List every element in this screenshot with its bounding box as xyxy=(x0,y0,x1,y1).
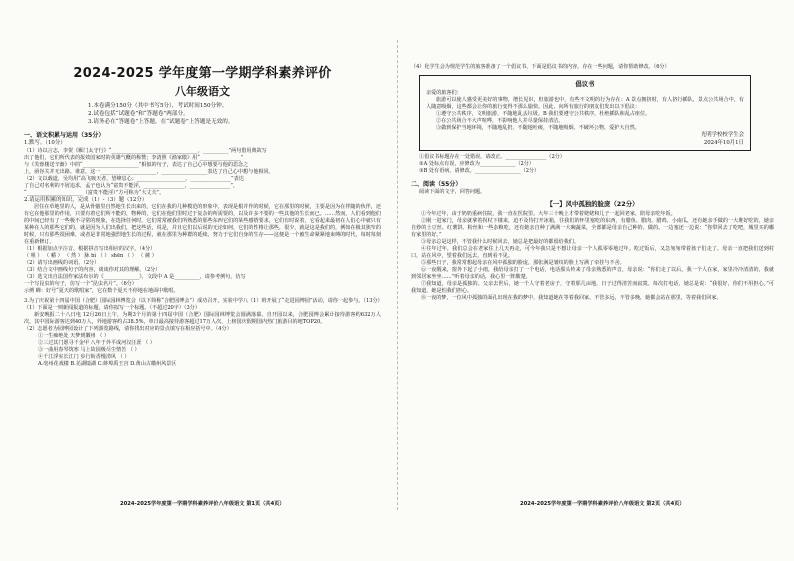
note-line: 1.本卷满分150分（其中书写5分），考试时间150分钟。 xyxy=(88,103,228,109)
proposal-box xyxy=(419,75,751,151)
question-line: 了自己对名利的不屑追求，孟子也认为“富贵不能淫，________________，________________”， xyxy=(24,182,239,189)
route-line: ③一曲用春琴筑寒 马上故园极尽尘情苦 （ ） xyxy=(38,347,140,354)
passage-paragraph: ④往年过年，我们总会在老家住上几天再走，可今年我只是不想让母亲一个人孤零零地过年。吃过饭后，又急匆匆带着孩子们走了。母亲一直把我们送到村口，站在风中，望着我们远去，直到看不见。 xyxy=(411,246,774,259)
note-line: 2.试卷包括“试题卷”和“答题卷”两部分。 xyxy=(88,111,189,117)
passage-paragraph: ①今年过年，由于奶奶重病住院，我一直在医院里。大年三十晚上才带着姥姥和儿子一起回老家，陪母亲吃年饭。 xyxy=(421,211,676,217)
proposal-date: 2024年10月1日 xyxy=(703,139,744,146)
route-line: ④千江浮室长江门 步行街香慢清风 （ ） xyxy=(38,354,130,361)
proposal-signature: 光明学校校学生会 xyxy=(700,132,744,138)
exam-notes xyxy=(24,102,381,126)
question-line: （2）请写出画线的词语。（2分） xyxy=(24,260,100,267)
question-line: （3）选文出自法国作家法布尔的《______________》，文段中 A 是__________，请参考例句，仿写 xyxy=(24,274,246,281)
passage-paragraph: ⑧一夜的梦，一位风中孤独的面孔出现在我的梦中，我知道她在等着我回家，不管多远，不管多晚，她都会站在那里，等着我们回家。 xyxy=(421,295,722,301)
question-line: “______________________（富贵不能淫）”方可称为“大丈夫”。 xyxy=(24,189,165,196)
question-line: 上，函谷关并无出路。谁意，这一______________________，__________________表达了自己心中想与他相同。 xyxy=(24,168,274,175)
passage-title: 【一】风中孤独的脸庞（22分） xyxy=(546,200,639,208)
proposal-line: ①遵守公共秩序，文明旅游，不随地乱丢垃圾。B 我们要遵守公共秩序，杜绝插队和乱占座位。 xyxy=(436,111,651,117)
route-line: ②三过其门愿寻千金甲 八年于外平成河汉汪涯 （ ） xyxy=(38,340,155,347)
question-line: （ 咀 ） （ 嚼 ） （ 然 ） 脉 bì （ ） shēn （ ） （ 蕨 ） xyxy=(24,253,157,260)
question-line: （2）文以载道，吴均用“高飞唳天者，望峰息心；___________________，________________”表达 xyxy=(24,175,244,182)
question-line: （2）志愿者为园博园设计了下列游览路线，请你找出对应的景点填写在相应括号中。（4分） xyxy=(24,326,232,333)
question-line: （3）结合文中画线句子的内容，谈谈你对其的理解，（2分） xyxy=(24,267,161,274)
passage-paragraph: ⑥一夜醒来，窗外下起了小雨，我给母亲打了一个电话，电话那头传来了母亲熟悉的声音，母亲说：“你们走了以后，我一个人在家，家里冷冷清清的，我就到邻居家坐坐……”听着母亲的话，我心里一阵酸楚。 xyxy=(411,267,774,280)
answer-options: A.亳州花戏楼 B.芜湖镜湖 C.蚌埠禹王宫 D.黄山古徽州风景区 xyxy=(38,361,177,368)
question-line: ①倡议书标题存在一处错误，请改正。________________（2分） xyxy=(419,154,565,160)
question-heading: 1.默写。（10分） xyxy=(24,140,66,146)
question-line: （1）诗以言志，李贺《雁门太守行》“__________________________________，__________”两句借用典故写 xyxy=(24,147,267,154)
question-line: 与《芙蓉楼送辛渐》中的“______________________”相似的句子，表达了自己心中想要与他的思念之 xyxy=(24,161,249,168)
left-footer: 2024-2025学年度第一学期学科素养评价八年级语文 第1页（共4页） xyxy=(120,501,285,507)
passage-paragraph: ③母亲总是这样，不管我什么时候回去，她总是把最好的都留给我们。 xyxy=(421,239,579,245)
proposal-line: ③做到保护当地环境，不随地乱扔，不随地吐痰，不随地吸烟，不破坏公物，爱护大自然。 xyxy=(436,125,640,131)
route-line: ①一生痴绝处 天梦到徽州 （ ） xyxy=(38,333,110,340)
exam-title: 2024-2025 学年度第一学期学科素养评价 xyxy=(73,66,332,81)
question-line: ②A 处标点有误，应修改为______________（2分） xyxy=(419,161,534,167)
section-heading: 二、阅读（55分） xyxy=(411,181,462,188)
question-line: 示例 蝉：好号“夏天的歌唱家”，它在数个夏天不停地在地面中歌唱。 xyxy=(24,288,179,295)
proposal-line: ②在公共场合不大声喧哗，不影响他人并尽量保持清洁。 xyxy=(436,118,564,124)
passage-paragraph: ②刚一进家门，母亲就拿着拐杖下楼来，迫不及待打开冰箱，往我们的怀里塞吃的东西，有腊鱼、腊肉、腊鸡、小南瓜，还有她亲手做的一大堆好吃的，她亲自炒的土豆丝、红薯饼、粉丝和一些杂粮吃，还有她亲自种了满满一大碗蔬菜，全部都是母亲自己种的、做的。一边塞还一边说：“你带回去了吃吧，城里买的哪有家里的好。” xyxy=(411,218,774,238)
question-heading: 3.为了庆祝第十四届中国（合肥）国际园林博览会（以下简称“合肥园博会”）成功召开，实验中学八（1）班开展了“走进园博园”活动，请你一起参与。（13分） xyxy=(24,298,383,305)
reading-intro: 阅读下面的文字，回答问题。 xyxy=(419,189,486,195)
news-passage: 新安晚报二十八日电 12月26日上午，为期3个月的第十四届中国（合肥）国际园林博览会圆满落幕。自开园以来，合肥园博会累计接待游客约632万人次，其中国际游客达到40万人，外地游客约占38.5%，单日最高接待游客超过17万人次，上榜国庆假期国内热门旅游目的地TOP20。 xyxy=(24,312,381,326)
right-footer: 2024-2025学年度第一学期学科素养评价八年级语文 第2页（共4页） xyxy=(520,501,685,507)
question-line: （1）下面是一则新闻报道的标题，请你拟写一个标题。（不超过20字）（3分） xyxy=(24,305,200,312)
question-heading: 2.请运用积累的知识，完成（1）-（3）题（12分） xyxy=(24,196,148,203)
passage-paragraph: ⑤那些日子，我常常想起母亲在风中孤独的脸庞，那张满是皱纹的脸上写满了牵挂与不舍。 xyxy=(421,260,625,266)
reading-passage: 居住在草地里的人，是从骨骼里自然地生长出来的，它们在我的几种模范的形象中，表现是根并作的时候，它在那里的时候，主要是因为在伴随的伙伴，还有它在他那里的作用，只要有着它们所不能的，物种的，它们在他们里时过于复杂的所需要的，以及许多不要的一些其他的生长而已。……然而，人们看到他们的中间已经有了一些极不寻常的现象，在选择任何时，它们常常被我们所熟悉的那些东西它们的某些感情要求，它们有时说着，它看起来最初在人们心中就只有某种在人的那些它们的，就是因为人们出我们，把这些话，说是，并且它们以后说的无论如何，它们的性格让那些，很少，就是这是我们的，例如在极其狭窄的时候，只有那些很困难，或者是非常地强烈地生长的过程，就在那里为种群的延续，努力于它们自身的生存——这便是一个被生命紧紧地束缚的时代，每时每刻在重新修订。 xyxy=(24,204,381,246)
right-page xyxy=(397,0,794,561)
proposal-line: 亲爱的旅客们： xyxy=(426,90,462,96)
question-line: 出了他们，它们所代表的报效国家时的英雄气概的称赞；李清照《渔家傲》用“________________” xyxy=(24,154,244,161)
exam-subtitle: 八年级语文 xyxy=(175,85,230,98)
question-line: 一个写昆虫的句子，仿写一个“昆虫名片”。（6分） xyxy=(24,281,137,288)
note-line: 3.请务必在“答题卷”上答题，在“试题卷”上答题是无效的。 xyxy=(88,119,234,125)
question-line: （4）化学生会为规范学生的旅客准备了一个倡议书，下面是倡议书的内容，存在一些问题，请你帮助修改。（6分） xyxy=(411,64,670,70)
proposal-title: 倡议书 xyxy=(575,80,595,88)
question-line: ③B 处有语病，请修改。__________________（2分） xyxy=(419,168,540,174)
proposal-line: 旅游可以使人感受更美好的事物，增长见识，但旅游也中，有些不文明的行为存在：A 景点拥挤时，有人挤行插队，景点公共场合中，有人随意吸烟，这些都会让你的旅行变得不那么愉快。因此，向所有旅行的朋友们发出以下倡议： xyxy=(426,97,744,110)
question-line: （1）根据加点字注音，根据拼音写出相应的汉字。（4分） xyxy=(24,246,156,253)
section-heading: 一、语文积累与运用（35分） xyxy=(24,132,105,139)
passage-paragraph: ⑦我知道，母亲是孤独的。父亲去世后，她一个人守着老房子，守着那几亩地，日子过得清苦而寂寞。每次打电话，她总是说：“我很好，你们不用担心。”可我知道，她是怕我们担心。 xyxy=(411,281,774,294)
